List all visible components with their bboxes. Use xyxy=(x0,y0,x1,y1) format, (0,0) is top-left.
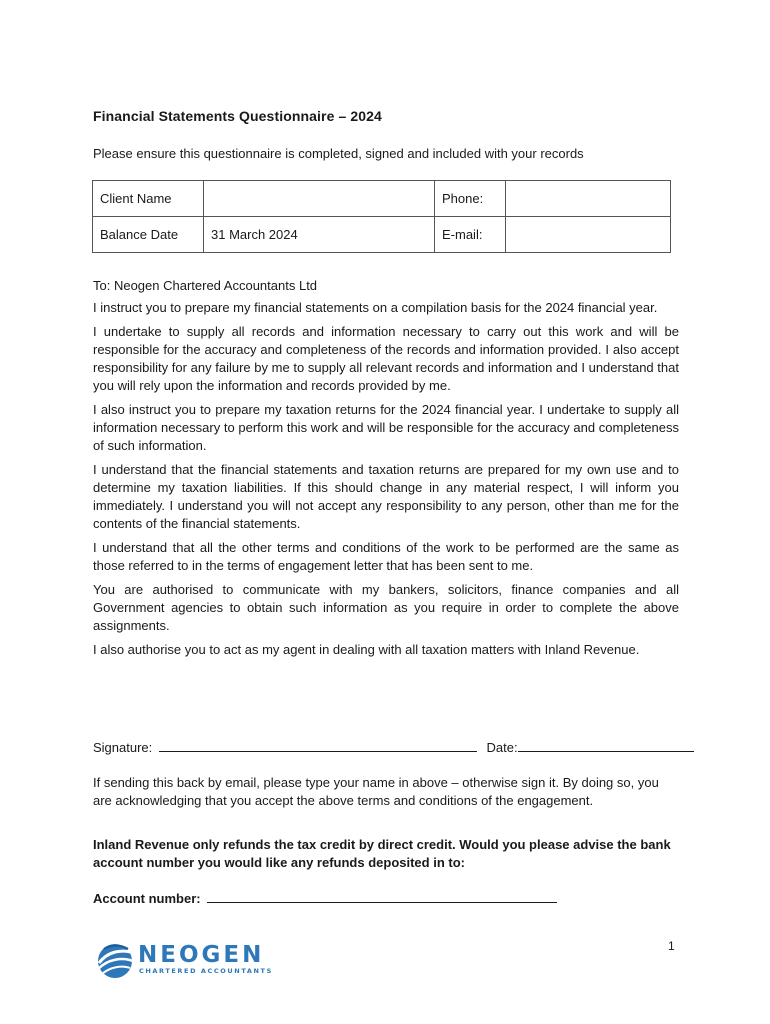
client-name-label: Client Name xyxy=(93,181,204,217)
signature-field[interactable] xyxy=(159,738,477,752)
account-number-field[interactable] xyxy=(207,889,557,903)
document-title: Financial Statements Questionnaire – 2024 xyxy=(93,108,382,124)
logo-wordmark: NEOGEN xyxy=(138,942,265,968)
paragraph-terms: I understand that all the other terms and conditions of the work to be performed are the same as those referred to in the terms of engagement letter that has been sent to me. xyxy=(93,540,679,573)
globe-swoosh-icon xyxy=(96,941,136,981)
neogen-logo xyxy=(96,941,276,981)
paragraph-instruct: I instruct you to prepare my financial statements on a compilation basis for the 2024 financial year. xyxy=(93,300,658,315)
email-label: E-mail: xyxy=(435,217,506,253)
email-field[interactable] xyxy=(506,217,671,253)
phone-label: Phone: xyxy=(435,181,506,217)
paragraph-taxation: I also instruct you to prepare my taxation returns for the 2024 financial year. I undertake to supply all information necessary to perform this work and will be responsible for the accuracy and completeness of such information. xyxy=(93,402,679,453)
table-row xyxy=(93,181,671,217)
addressee-line: To: Neogen Chartered Accountants Ltd xyxy=(93,278,318,293)
engagement-body xyxy=(93,277,679,665)
signature-label: Signature: xyxy=(93,740,153,755)
date-field[interactable] xyxy=(518,738,694,752)
date-label: Date: xyxy=(486,740,518,755)
signature-row xyxy=(93,738,679,757)
refund-request: Inland Revenue only refunds the tax credit by direct credit. Would you please advise the bank account number you would like any refunds deposited in to: xyxy=(93,837,671,870)
paragraph-authorise-communicate: You are authorised to communicate with my bankers, solicitors, finance companies and all Government agencies to obtain such information as you require in order to complete the above assignments. xyxy=(93,582,679,633)
paragraph-undertake: I undertake to supply all records and information necessary to carry out this work and will be responsible for the accuracy and completeness of the records and information provided. I also accept responsibility for any failure by me to supply all relevant records and information and I understand that you will rely upon the information and records provided by me. xyxy=(93,324,679,393)
account-number-label: Account number: xyxy=(93,891,201,906)
account-row xyxy=(93,889,557,906)
paragraph-use: I understand that the financial statements and taxation returns are prepared for my own use and to determine my taxation liabilities. If this should change in any material respect, I will inform you immediately. I understand you will not accept any responsibility to any person, other than me for the contents of the financial statements. xyxy=(93,462,679,531)
client-info-table xyxy=(92,180,671,253)
balance-date-label: Balance Date xyxy=(93,217,204,253)
paragraph-agent: I also authorise you to act as my agent in dealing with all taxation matters with Inland Revenue. xyxy=(93,642,640,657)
page-number: 1 xyxy=(668,939,675,953)
balance-date-field[interactable]: 31 March 2024 xyxy=(204,217,435,253)
logo-tagline: CHARTERED ACCOUNTANTS xyxy=(139,967,273,975)
phone-field[interactable] xyxy=(506,181,671,217)
client-name-field[interactable] xyxy=(204,181,435,217)
email-note: If sending this back by email, please type your name in above – otherwise sign it. By doing so, you are acknowledging that you accept the above terms and conditions of the engagement. xyxy=(93,775,659,808)
document-subtitle: Please ensure this questionnaire is completed, signed and included with your records xyxy=(93,146,584,161)
table-row xyxy=(93,217,671,253)
